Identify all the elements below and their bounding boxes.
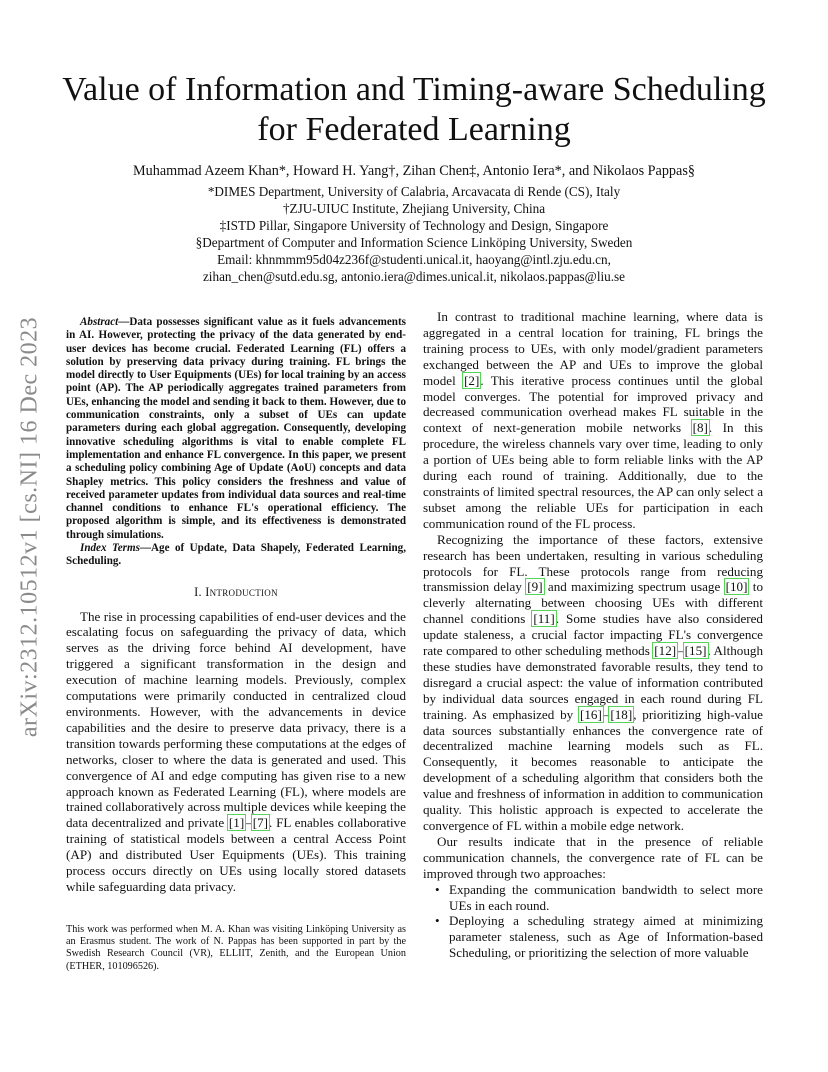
email-line: Email: khnmmm95d04z236f@studenti.unical.it, haoyang@intl.zju.edu.cn, [217, 252, 611, 267]
citation-link[interactable]: [9] [527, 579, 543, 595]
text-run: , prioritizing high-value data sources substantially enhances the convergence rate of decentralized machine learning models such as FL. Consequently, it becomes reasonable to anticipate the development of a scheduling algorithm that considers both the value and freshness of information in addition to communication quality. This holistic approach is expected to accelerate the convergence of FL within a mobile edge network. [423, 706, 763, 833]
text-run: . In this procedure, the wireless channels vary over time, leading to only a portion of UEs being able to form reliable links with the AP during each round of training. Additionally, due to the constraints of limited spectral resources, the AP can only select a subset among the reliable UEs for participation in each communication round of the FL process. [423, 420, 763, 531]
index-terms [66, 542, 406, 569]
text-run: – [677, 643, 684, 659]
left-column [66, 316, 406, 895]
citation-link[interactable]: [15] [684, 643, 707, 659]
abstract-label: Abstract [80, 316, 119, 328]
citation-link[interactable]: [1] [228, 815, 245, 831]
author-block [60, 163, 768, 285]
footnote: This work was performed when M. A. Khan was visiting Linköping University as an Erasmus student. The work of N. Pappas has been supported in part by the Swedish Research Council (VR), ELLIIT, Zenith, and the European Union (ETHER, 101096526). [66, 924, 406, 972]
paragraph: Our results indicate that in the presence of reliable communication channels, the convergence rate of FL can be improved through two approaches: [423, 833, 763, 881]
index-terms-label: Index Terms [80, 542, 140, 555]
paragraph [423, 532, 763, 834]
section-number: I. [194, 584, 202, 599]
bullet-icon: • [435, 913, 440, 929]
bullet-icon: • [435, 881, 440, 897]
citation-link[interactable]: [16] [579, 706, 602, 722]
arxiv-stamp-text: arXiv:2312.10512v1 [cs.NI] 16 Dec 2023 [16, 316, 43, 738]
paper-title: Value of Information and Timing-aware Scheduling for Federated Learning [62, 71, 766, 148]
citation-link[interactable]: [7] [252, 815, 269, 831]
intro-paragraph [66, 609, 406, 895]
citation-link[interactable]: [12] [654, 643, 677, 659]
paragraph [423, 309, 763, 532]
bullet-text: Deploying a scheduling strategy aimed at minimizing parameter staleness, such as Age of Information-based Scheduling, or prioritizing the selection of more valuable [449, 913, 763, 961]
citation-link[interactable]: [18] [610, 706, 633, 722]
section-heading [66, 585, 406, 601]
abstract [66, 316, 406, 542]
text-run: Recognizing the importance of these factors, extensive research has been undertaken, resulting in various scheduling protocols for FL. These protocols range from reducing transmission delay [423, 531, 763, 595]
affiliation-line: ‡ISTD Pillar, Singapore University of Technology and Design, Singapore [219, 218, 609, 233]
text-run: – [602, 706, 610, 722]
abstract-text: —Data possesses significant value as it fuels advancements in AI. However, protecting the privacy of the data generated by end-user devices has become crucial. Federated Learning (FL) offers a solution by preserving data privacy during training. FL brings the model directly to User Equipments (UEs) for local training by an access point (AP). The AP periodically aggregates trained parameters from UEs, enhancing the model and sending it back to them. However, due to communication constraints, only a subset of UEs can update parameters during each global aggregation. Consequently, developing innovative scheduling algorithms is vital to enable complete FL implementation and enhance FL convergence. In this paper, we present a scheduling policy combining Age of Update (AoU) concepts and data Shapley metrics. This policy considers the freshness and value of received parameter updates from individual data sources and real-time channel conditions to enhance FL's operational efficiency. The proposed algorithm is simple, and its effectiveness is demonstrated through simulations. [66, 316, 406, 541]
citation-link[interactable]: [8] [692, 420, 708, 436]
bullet-item [423, 913, 763, 961]
index-terms-text: —Age of Update, Data Shapely, Federated Learning, Scheduling. [66, 542, 406, 568]
text-run: . This iterative process continues until the global model converges. The potential for improved privacy and decreased communication overhead makes FL suitable in the context of next-generation mobile networks [423, 372, 763, 436]
right-column [423, 309, 763, 961]
citation-link[interactable]: [11] [533, 611, 555, 627]
citation-link[interactable]: [10] [725, 579, 748, 595]
affiliation-line: †ZJU-UIUC Institute, Zhejiang University, China [282, 201, 546, 216]
affiliation-line: §Department of Computer and Information Science Linköping University, Sweden [195, 235, 633, 250]
text-run: – [245, 815, 252, 831]
citation-link[interactable]: [2] [464, 372, 480, 388]
section-title: Introduction [205, 584, 278, 599]
arxiv-stamp [8, 292, 52, 762]
text-run: to cleverly alternating between choosing UEs with different channel conditions [423, 579, 763, 627]
text-run: and maximizing spectrum usage [543, 579, 725, 595]
bullet-text: Expanding the communication bandwidth to select more UEs in each round. [449, 881, 763, 913]
text-run: . Some studies have also considered update staleness, a crucial factor impacting FL's convergence rate compared to other scheduling methods [423, 611, 763, 659]
text-run: The rise in processing capabilities of end-user devices and the escalating focus on safeguarding the privacy of data, which serves as the driving force behind AI development, have triggered a significant transformation in the design and execution of machine learning models. Previously, complex computations were primarily conducted in centralized cloud environments. However, with the advancements in device capabilities and the desire to preserve data privacy, there is a transition towards performing these computations at the edges of networks, closer to where the data is generated and used. This convergence of AI and edge computing has given rise to a new approach known as Federated Learning (FL), where models are trained collaboratively across multiple devices while keeping the data decentralized and private [66, 608, 406, 831]
text-run: . Although these studies have demonstrated favorable results, they tend to disregard a crucial aspect: the value of information contributed by individual data sources engaged in each round during FL training. As emphasized by [423, 643, 763, 722]
affiliation-line: *DIMES Department, University of Calabria, Arcavacata di Rende (CS), Italy [207, 184, 621, 199]
text-run: In contrast to traditional machine learning, where data is aggregated in a central location for training, FL brings the training process to UEs, with only model/gradient parameters exchanged between the AP and UEs to improve the global model [423, 309, 763, 388]
bullet-item [423, 882, 763, 914]
text-run: . FL enables collaborative training of statistical models between a central Access Point (AP) and distributed User Equipments (UEs). This training process occurs directly on UEs using locally stored datasets while safeguarding data privacy. [66, 815, 407, 894]
author-names: Muhammad Azeem Khan*, Howard H. Yang†, Zihan Chen‡, Antonio Iera*, and Nikolaos Pappas§ [133, 163, 695, 179]
email-line: zihan_chen@sutd.edu.sg, antonio.iera@dimes.unical.it, nikolaos.pappas@liu.se [202, 269, 626, 284]
